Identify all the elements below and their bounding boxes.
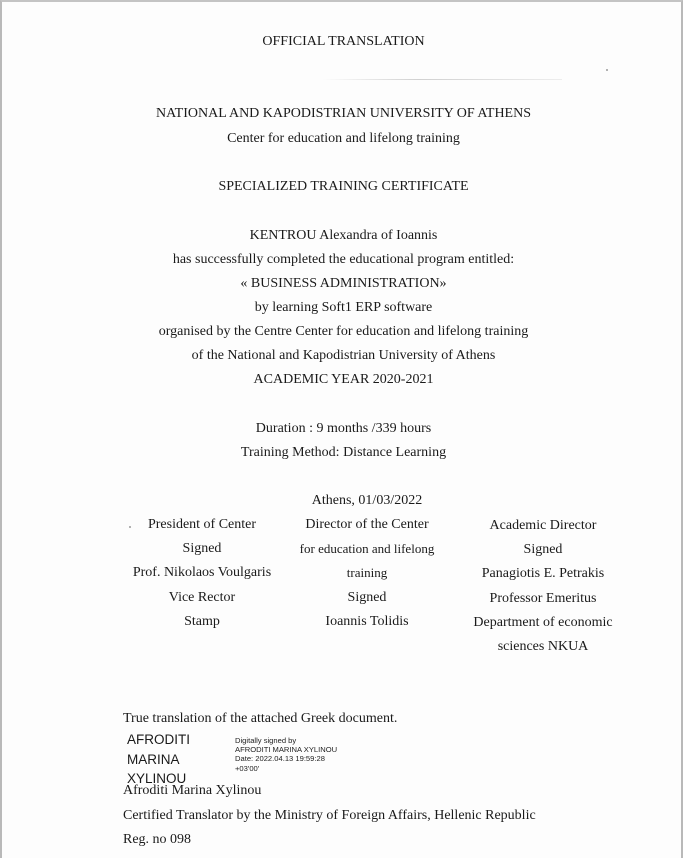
signatory-line: Director of the Center	[305, 517, 429, 532]
scan-speck	[606, 69, 608, 71]
signatory-line: Prof. Nikolaos Voulgaris	[132, 565, 272, 581]
signatory-line: Ioannis Tolidis	[325, 613, 409, 629]
official-translation-heading: OFFICIAL TRANSLATION	[262, 34, 425, 49]
faint-scan-rule	[322, 79, 562, 80]
university-name: NATIONAL AND KAPODISTRIAN UNIVERSITY OF ATHENS	[155, 106, 532, 121]
duration: Duration : 9 months /339 hours	[255, 421, 432, 436]
signatory-line: Professor Emeritus	[489, 590, 597, 606]
center-name: Center for education and lifelong training	[227, 131, 460, 146]
signatory-line: Signed	[523, 542, 563, 558]
signatory-line: Panagiotis E. Petrakis	[481, 566, 605, 582]
place-date: Athens, 01/03/2022	[311, 493, 423, 508]
signatory-academic-director	[458, 517, 628, 662]
organised-by-university: of the National and Kapodistrian University of Athens	[191, 348, 496, 363]
completion-text: has successfully completed the educational program entitled:	[172, 252, 515, 267]
signatory-line: sciences NKUA	[497, 638, 589, 654]
software-text: by learning Soft1 ERP software	[254, 300, 433, 315]
signatory-line: Signed	[347, 589, 387, 605]
registration-number: Reg. no 098	[123, 832, 192, 847]
digital-signature-details: Digitally signed by AFRODITI MARINA XYLINOU Date: 2022.04.13 19:59:28 +03'00'	[235, 736, 338, 773]
signatory-line: Department of economic	[473, 614, 613, 630]
academic-year: ACADEMIC YEAR 2020-2021	[253, 372, 434, 387]
true-translation-statement: True translation of the attached Greek document.	[123, 711, 398, 726]
signatory-president	[117, 516, 287, 637]
signatory-line: President of Center	[147, 517, 257, 532]
signatory-line: for education and lifelong	[299, 541, 435, 557]
signatory-line: Stamp	[184, 613, 220, 629]
signatory-line: Signed	[182, 541, 222, 557]
digital-signature-name: AFRODITI MARINA XYLINOU	[127, 732, 190, 786]
certificate-title: SPECIALIZED TRAINING CERTIFICATE	[218, 179, 469, 194]
organised-by-text: organised by the Centre Center for education and lifelong training	[158, 324, 529, 339]
recipient-name: KENTROU Alexandra of Ioannis	[249, 228, 438, 243]
program-name: « BUSINESS ADMINISTRATION»	[240, 276, 447, 291]
signatory-line: Academic Director	[489, 518, 597, 533]
signatory-line: training	[346, 565, 388, 581]
translator-name: Afroditi Marina Xylinou	[123, 783, 262, 798]
signatory-line: Vice Rector	[168, 589, 236, 605]
training-method: Training Method: Distance Learning	[240, 445, 447, 460]
translator-certification: Certified Translator by the Ministry of Foreign Affairs, Hellenic Republic	[123, 808, 536, 823]
signatory-director	[282, 516, 452, 637]
